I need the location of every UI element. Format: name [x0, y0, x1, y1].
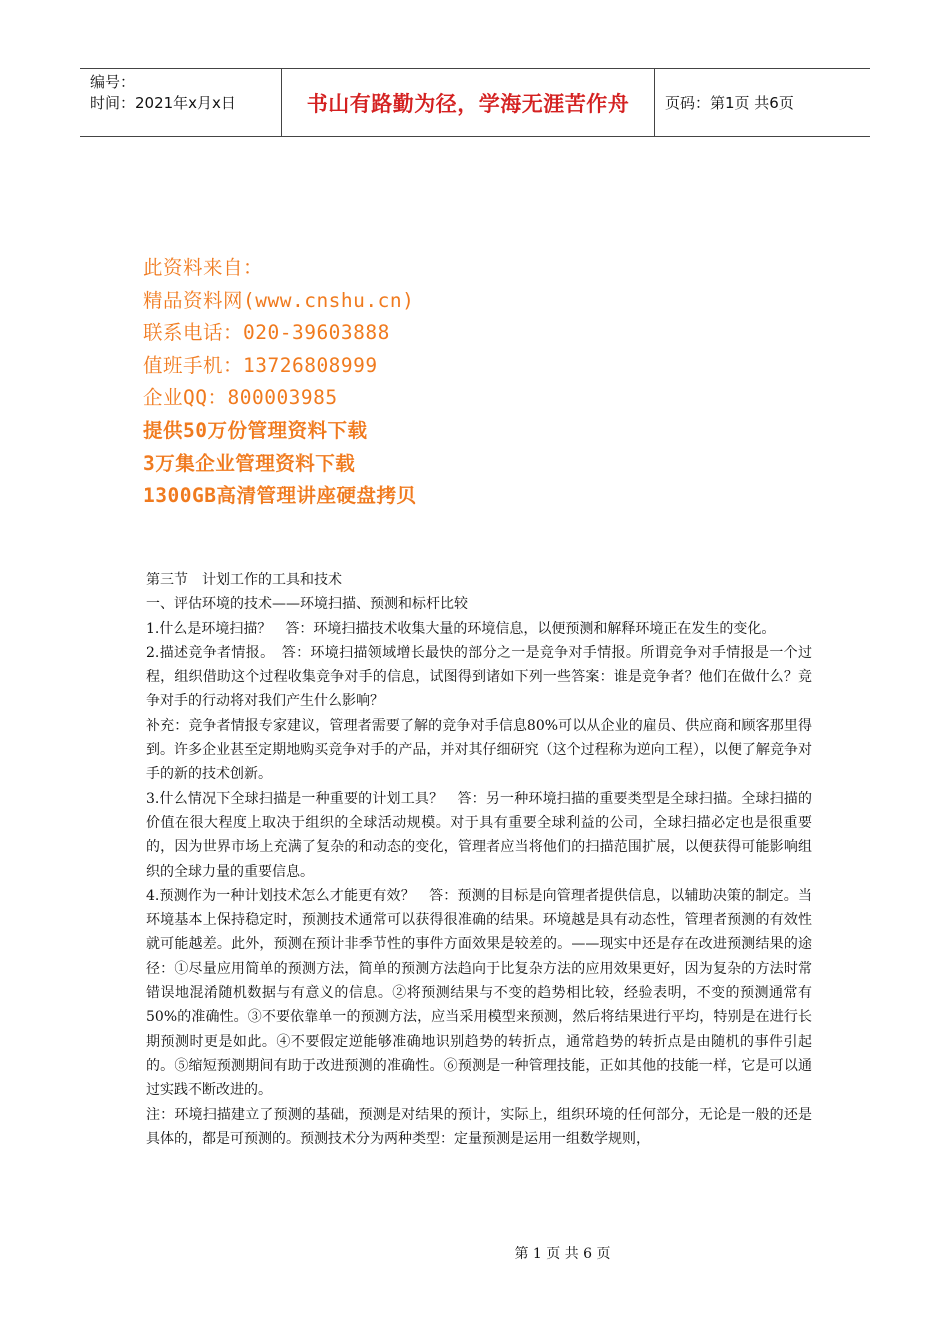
promo-block [143, 252, 416, 513]
document-time-label: 时间：2021年x月x日 [90, 94, 236, 112]
header-motto: 书山有路勤为径，学海无涯苦作舟 [306, 91, 630, 116]
promo-line: 联系电话：020-39603888 [143, 321, 390, 345]
body-paragraph: 2.描述竞争者情报。 答：环境扫描领域增长最快的部分之一是竞争对手情报。所谓竞争对手情报是一个过程，组织借助这个过程收集竞争对手的信息，试图得到诸如下列一些答案：谁是竞争者？他们在做什么？竞争对手的行动将对我们产生什么影响？ [146, 644, 812, 710]
footer-page-number: 第 1 页 共 6 页 [514, 1246, 611, 1262]
document-number-label: 编号： [90, 73, 136, 91]
document-header [80, 68, 870, 137]
page-footer [0, 1243, 950, 1263]
body-paragraph: 4.预测作为一种计划技术怎么才能更有效？ 答：预测的目标是向管理者提供信息，以辅助决策的制定。当环境基本上保持稳定时，预测技术通常可以获得很准确的结果。环境越是具有动态性，管理者预测的有效性就可能越差。此外，预测在预计非季节性的事件方面效果是较差的。——现实中还是存在改进预测结果的途径：①尽量应用简单的预测方法，简单的预测方法趋向于比复杂方法的应用效果更好，因为复杂的方法时常错误地混淆随机数据与有意义的信息。②将预测结果与不变的趋势相比较，经验表明，不变的预测通常有50%的准确性。③不要依靠单一的预测方法，应当采用模型来预测，然后将结果进行平均，特别是在进行长期预测时更是如此。④不要假定逆能够准确地识别趋势的转折点，通常趋势的转折点是由随机的事件引起的。⑤缩短预测期间有助于改进预测的准确性。⑥预测是一种管理技能，正如其他的技能一样，它是可以通过实践不断改进的。 [146, 887, 812, 1099]
body-paragraph: 注：环境扫描建立了预测的基础，预测是对结果的预计，实际上，组织环境的任何部分，无论是一般的还是具体的，都是可预测的。预测技术分为两种类型：定量预测是运用一组数学规则， [146, 1106, 812, 1147]
promo-line: 精品资料网(www.cnshu.cn) [143, 288, 415, 312]
body-paragraph: 3.什么情况下全球扫描是一种重要的计划工具？ 答：另一种环境扫描的重要类型是全球扫描。全球扫描的价值在很大程度上取决于组织的全球活动规模。对于具有重要全球利益的公司，全球扫描必定也是很重要的，因为世界市场上充满了复杂的和动态的变化，管理者应当将他们的扫描范围扩展，以便获得可能影响组织的全球力量的重要信息。 [146, 790, 812, 880]
header-info [90, 72, 236, 114]
document-body [146, 568, 812, 1151]
body-paragraph: 补充：竞争者情报专家建议，管理者需要了解的竞争对手信息80%可以从企业的雇员、供应商和顾客那里得到。许多企业甚至定期地购买竞争对手的产品，并对其仔细研究（这个过程称为逆向工程），以便了解竞争对手的新的技术创新。 [146, 717, 812, 783]
section-subtitle: 一、评估环境的技术——环境扫描、预测和标杆比较 [146, 596, 468, 613]
header-page-number: 页码：第1页 共6页 [665, 94, 794, 112]
promo-line: 企业QQ：800003985 [143, 386, 338, 410]
body-paragraph: 1.什么是环境扫描？ 答：环境扫描技术收集大量的环境信息，以便预测和解释环境正在发生的变化。 [146, 620, 776, 637]
promo-line: 提供50万份管理资料下载 [143, 418, 368, 442]
promo-line: 值班手机：13726808999 [143, 353, 378, 377]
header-divider [654, 69, 655, 136]
promo-line: 3万集企业管理资料下载 [143, 451, 356, 475]
promo-line: 1300GB高清管理讲座硬盘拷贝 [143, 484, 417, 508]
promo-line: 此资料来自： [143, 256, 264, 279]
section-title: 第三节 计划工作的工具和技术 [146, 572, 342, 588]
